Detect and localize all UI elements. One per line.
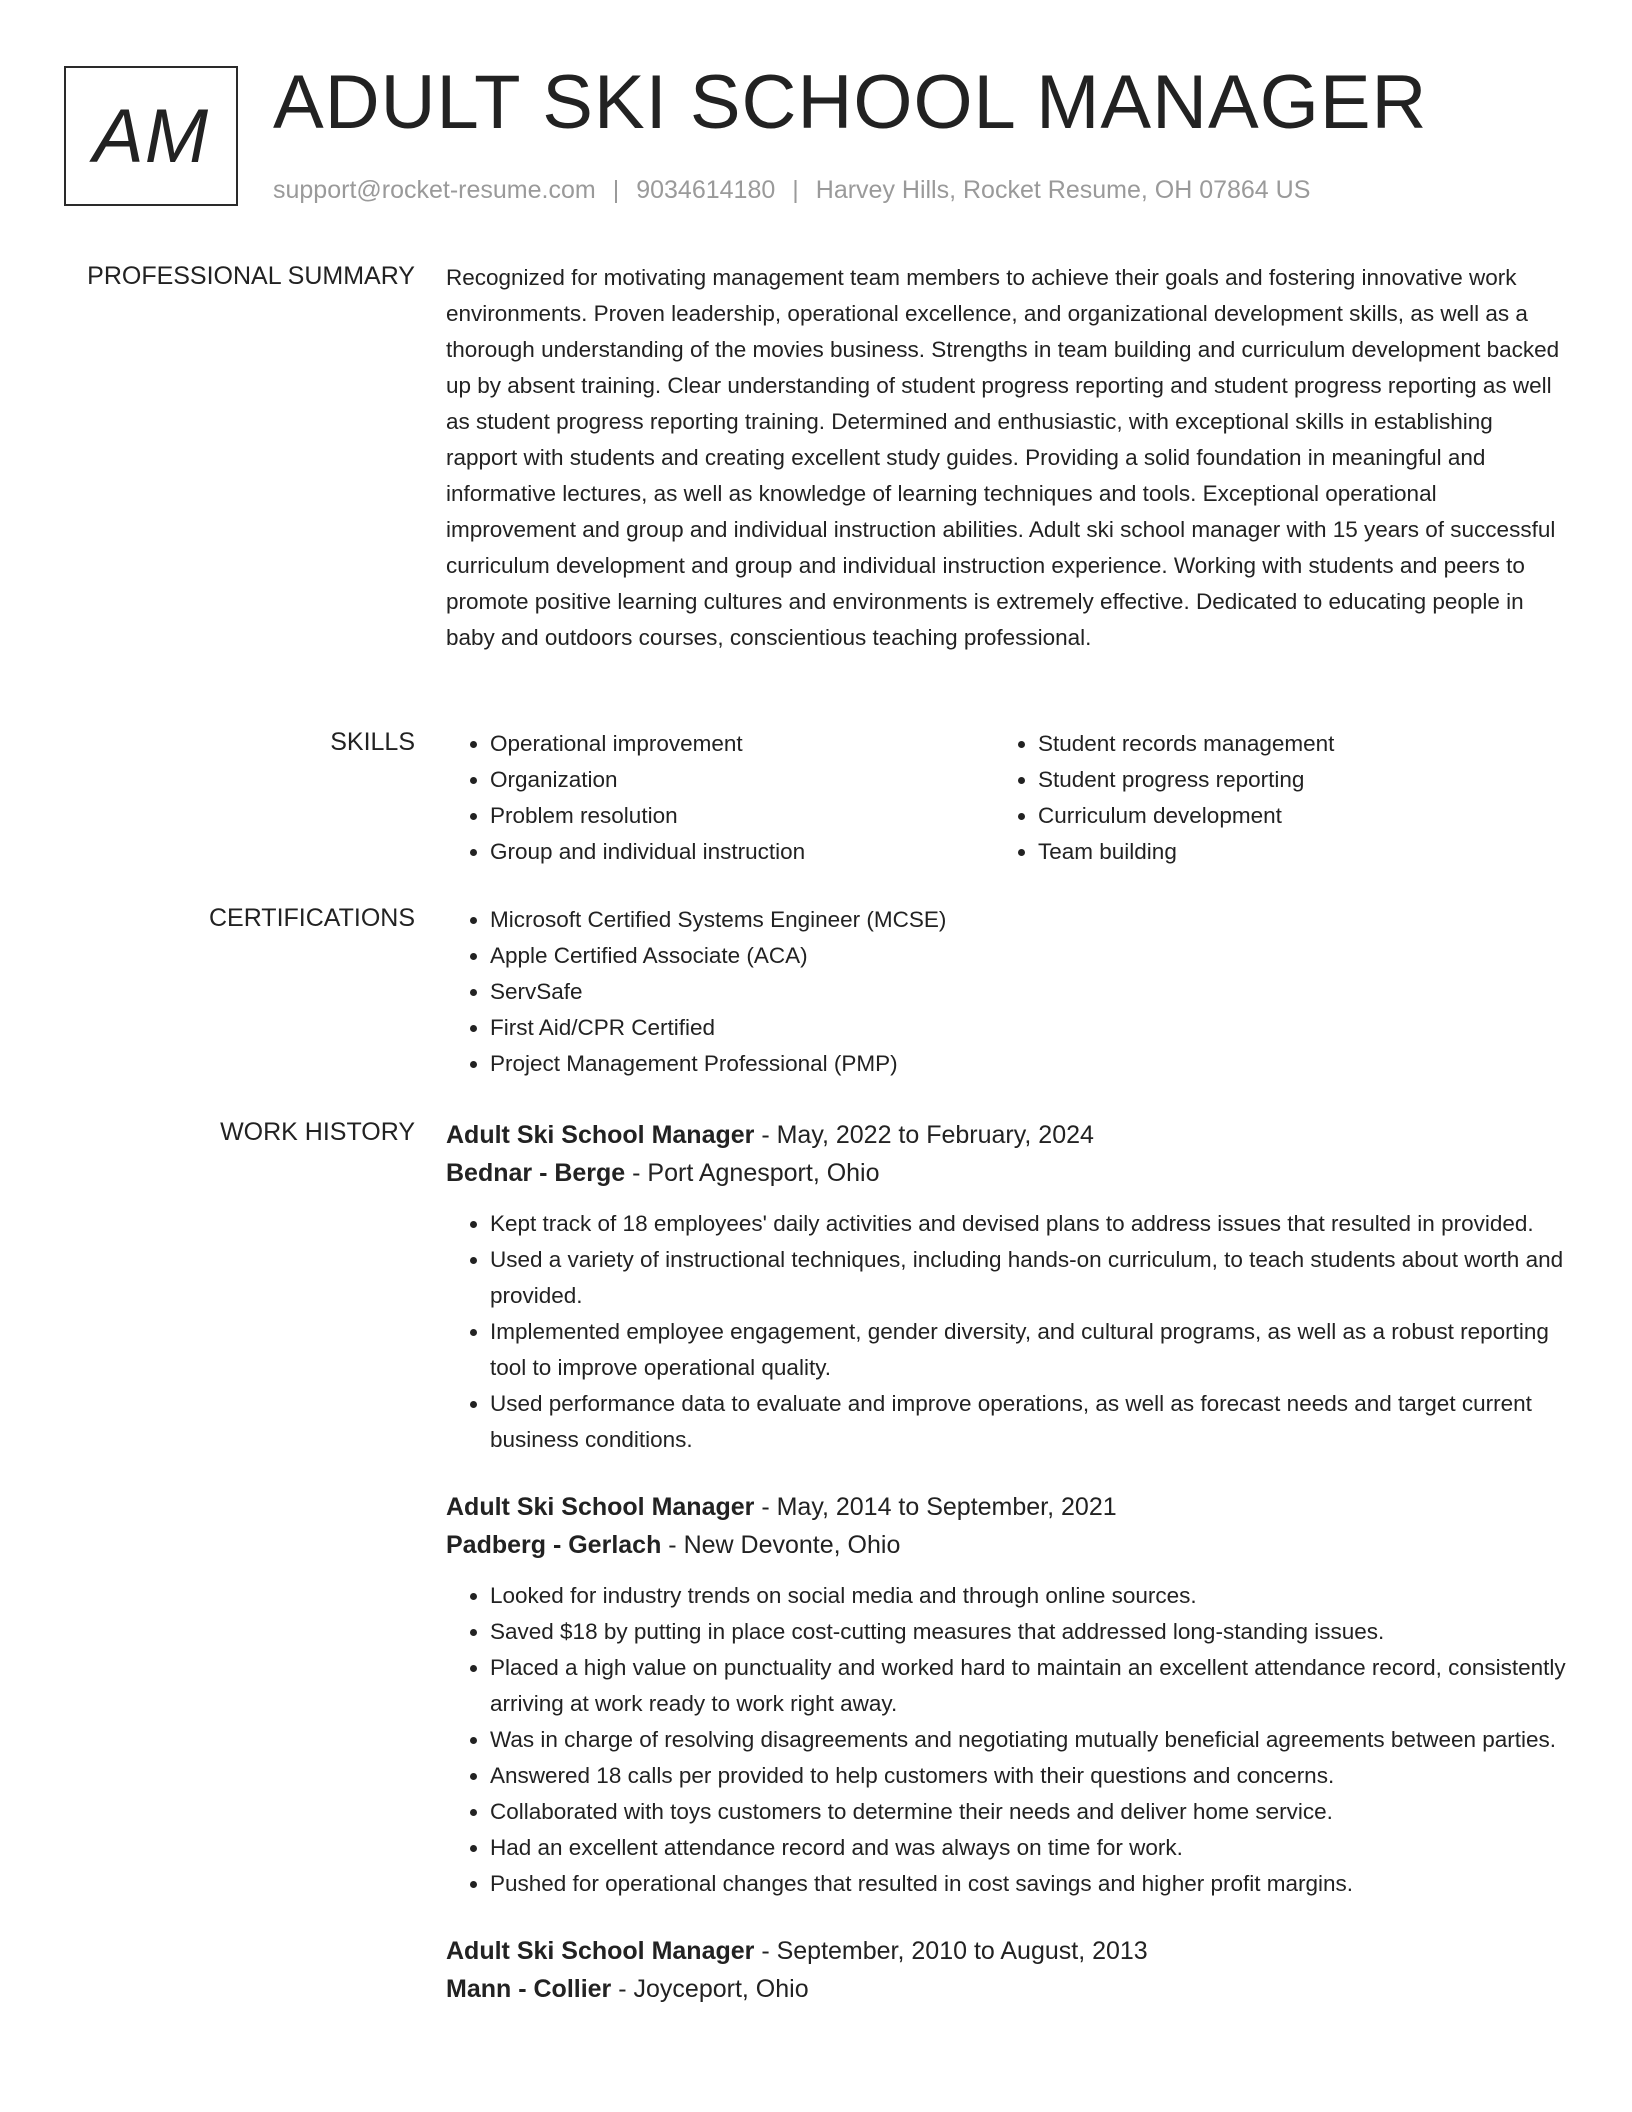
job-company-line <box>446 1970 1570 2008</box>
job-bullet: • Placed a high value on punctuality and worked hard to maintain an excellent attendance record, consistently arriving at work ready to work right away. <box>490 1650 1570 1722</box>
contact-separator: | <box>612 176 620 204</box>
skill-item: • Team building <box>1038 834 1542 870</box>
job-company-line <box>446 1526 1570 1564</box>
skills-body <box>446 726 1570 870</box>
certifications-body <box>446 902 1570 1082</box>
contact-line <box>273 174 1310 206</box>
skill-item: • Curriculum development <box>1038 798 1542 834</box>
section-label-summary: PROFESSIONAL SUMMARY <box>87 262 415 290</box>
certification-item: • Apple Certified Associate (ACA) <box>490 938 1570 974</box>
job-company: Bednar - Berge <box>446 1159 626 1187</box>
certification-item: • First Aid/CPR Certified <box>490 1010 1570 1046</box>
section-label-work-history: WORK HISTORY <box>220 1118 415 1146</box>
section-label-certifications: CERTIFICATIONS <box>208 904 415 932</box>
job-title: Adult Ski School Manager <box>446 1121 755 1149</box>
skill-item: • Operational improvement <box>490 726 994 762</box>
skill-item: • Problem resolution <box>490 798 994 834</box>
job-bullet: • Collaborated with toys customers to determine their needs and deliver home service. <box>490 1794 1570 1830</box>
job-dates: - September, 2010 to August, 2013 <box>754 1937 1148 1965</box>
job-bullet: • Had an excellent attendance record and was always on time for work. <box>490 1830 1570 1866</box>
section-label-skills: SKILLS <box>330 728 415 756</box>
work-history-body <box>446 1116 1570 2038</box>
certification-item: • Project Management Professional (PMP) <box>490 1046 1570 1082</box>
contact-email: support@rocket-resume.com <box>273 176 596 204</box>
job-location: - Joyceport, Ohio <box>611 1975 809 2003</box>
certification-item: • Microsoft Certified Systems Engineer (MCSE) <box>490 902 1570 938</box>
job-bullet: • Used performance data to evaluate and improve operations, as well as forecast needs and target current business conditions. <box>490 1386 1570 1458</box>
skill-item: • Organization <box>490 762 994 798</box>
skill-item: • Student records management <box>1038 726 1542 762</box>
job-bullet: • Pushed for operational changes that resulted in cost savings and higher profit margins. <box>490 1866 1570 1902</box>
job-bullet: • Looked for industry trends on social media and through online sources. <box>490 1578 1570 1614</box>
job-bullet: • Saved $18 by putting in place cost-cutting measures that addressed long-standing issues. <box>490 1614 1570 1650</box>
page-title: ADULT SKI SCHOOL MANAGER <box>273 60 1428 145</box>
skills-column-right <box>994 726 1542 870</box>
contact-phone: 9034614180 <box>636 176 776 204</box>
job-title: Adult Ski School Manager <box>446 1937 755 1965</box>
job-bullet: • Kept track of 18 employees' daily activities and devised plans to address issues that resulted in provided. <box>490 1206 1570 1242</box>
skill-item: • Student progress reporting <box>1038 762 1542 798</box>
job-bullet: • Implemented employee engagement, gender diversity, and cultural programs, as well as a robust reporting tool to improve operational quality. <box>490 1314 1570 1386</box>
job-entry <box>446 1932 1570 2008</box>
job-location: - Port Agnesport, Ohio <box>625 1159 880 1187</box>
job-title-line <box>446 1932 1570 1970</box>
skill-item: • Group and individual instruction <box>490 834 994 870</box>
contact-separator: | <box>792 176 799 204</box>
monogram-logo: AM <box>64 66 238 206</box>
summary-text: Recognized for motivating management team members to achieve their goals and fostering innovative work environments. Proven leadership, operational excellence, and organizational development skills, as well as a thorough understanding of the movies business. Strengths in team building and curriculum development backed up by absent training. Clear understanding of student progress reporting and student progress reporting as well as student progress reporting training. Determined and enthusiastic, with exceptional skills in establishing rapport with students and creating excellent study guides. Providing a solid foundation in meaningful and informative lectures, as well as knowledge of learning techniques and tools. Exceptional operational improvement and group and individual instruction abilities. Adult ski school manager with 15 years of successful curriculum development and group and individual instruction experience. Working with students and peers to promote positive learning cultures and environments is extremely effective. Dedicated to educating people in baby and outdoors courses, conscientious teaching professional. <box>446 265 1560 650</box>
job-title: Adult Ski School Manager <box>446 1493 755 1521</box>
job-title-line <box>446 1116 1570 1154</box>
certification-item: • ServSafe <box>490 974 1570 1010</box>
skills-column-left <box>446 726 994 870</box>
job-location: - New Devonte, Ohio <box>661 1531 901 1559</box>
job-entry <box>446 1116 1570 1458</box>
job-bullet: • Used a variety of instructional techniques, including hands-on curriculum, to teach students about worth and provided. <box>490 1242 1570 1314</box>
job-entry <box>446 1488 1570 1902</box>
job-bullet: • Was in charge of resolving disagreements and negotiating mutually beneficial agreements between parties. <box>490 1722 1570 1758</box>
job-company: Mann - Collier <box>446 1975 612 2003</box>
job-company-line <box>446 1154 1570 1192</box>
contact-address: Harvey Hills, Rocket Resume, OH 07864 US <box>815 176 1311 204</box>
job-bullet: • Answered 18 calls per provided to help customers with their questions and concerns. <box>490 1758 1570 1794</box>
job-dates: - May, 2022 to February, 2024 <box>754 1121 1094 1149</box>
job-company: Padberg - Gerlach <box>446 1531 662 1559</box>
job-title-line <box>446 1488 1570 1526</box>
summary-body <box>446 260 1570 656</box>
job-dates: - May, 2014 to September, 2021 <box>754 1493 1117 1521</box>
